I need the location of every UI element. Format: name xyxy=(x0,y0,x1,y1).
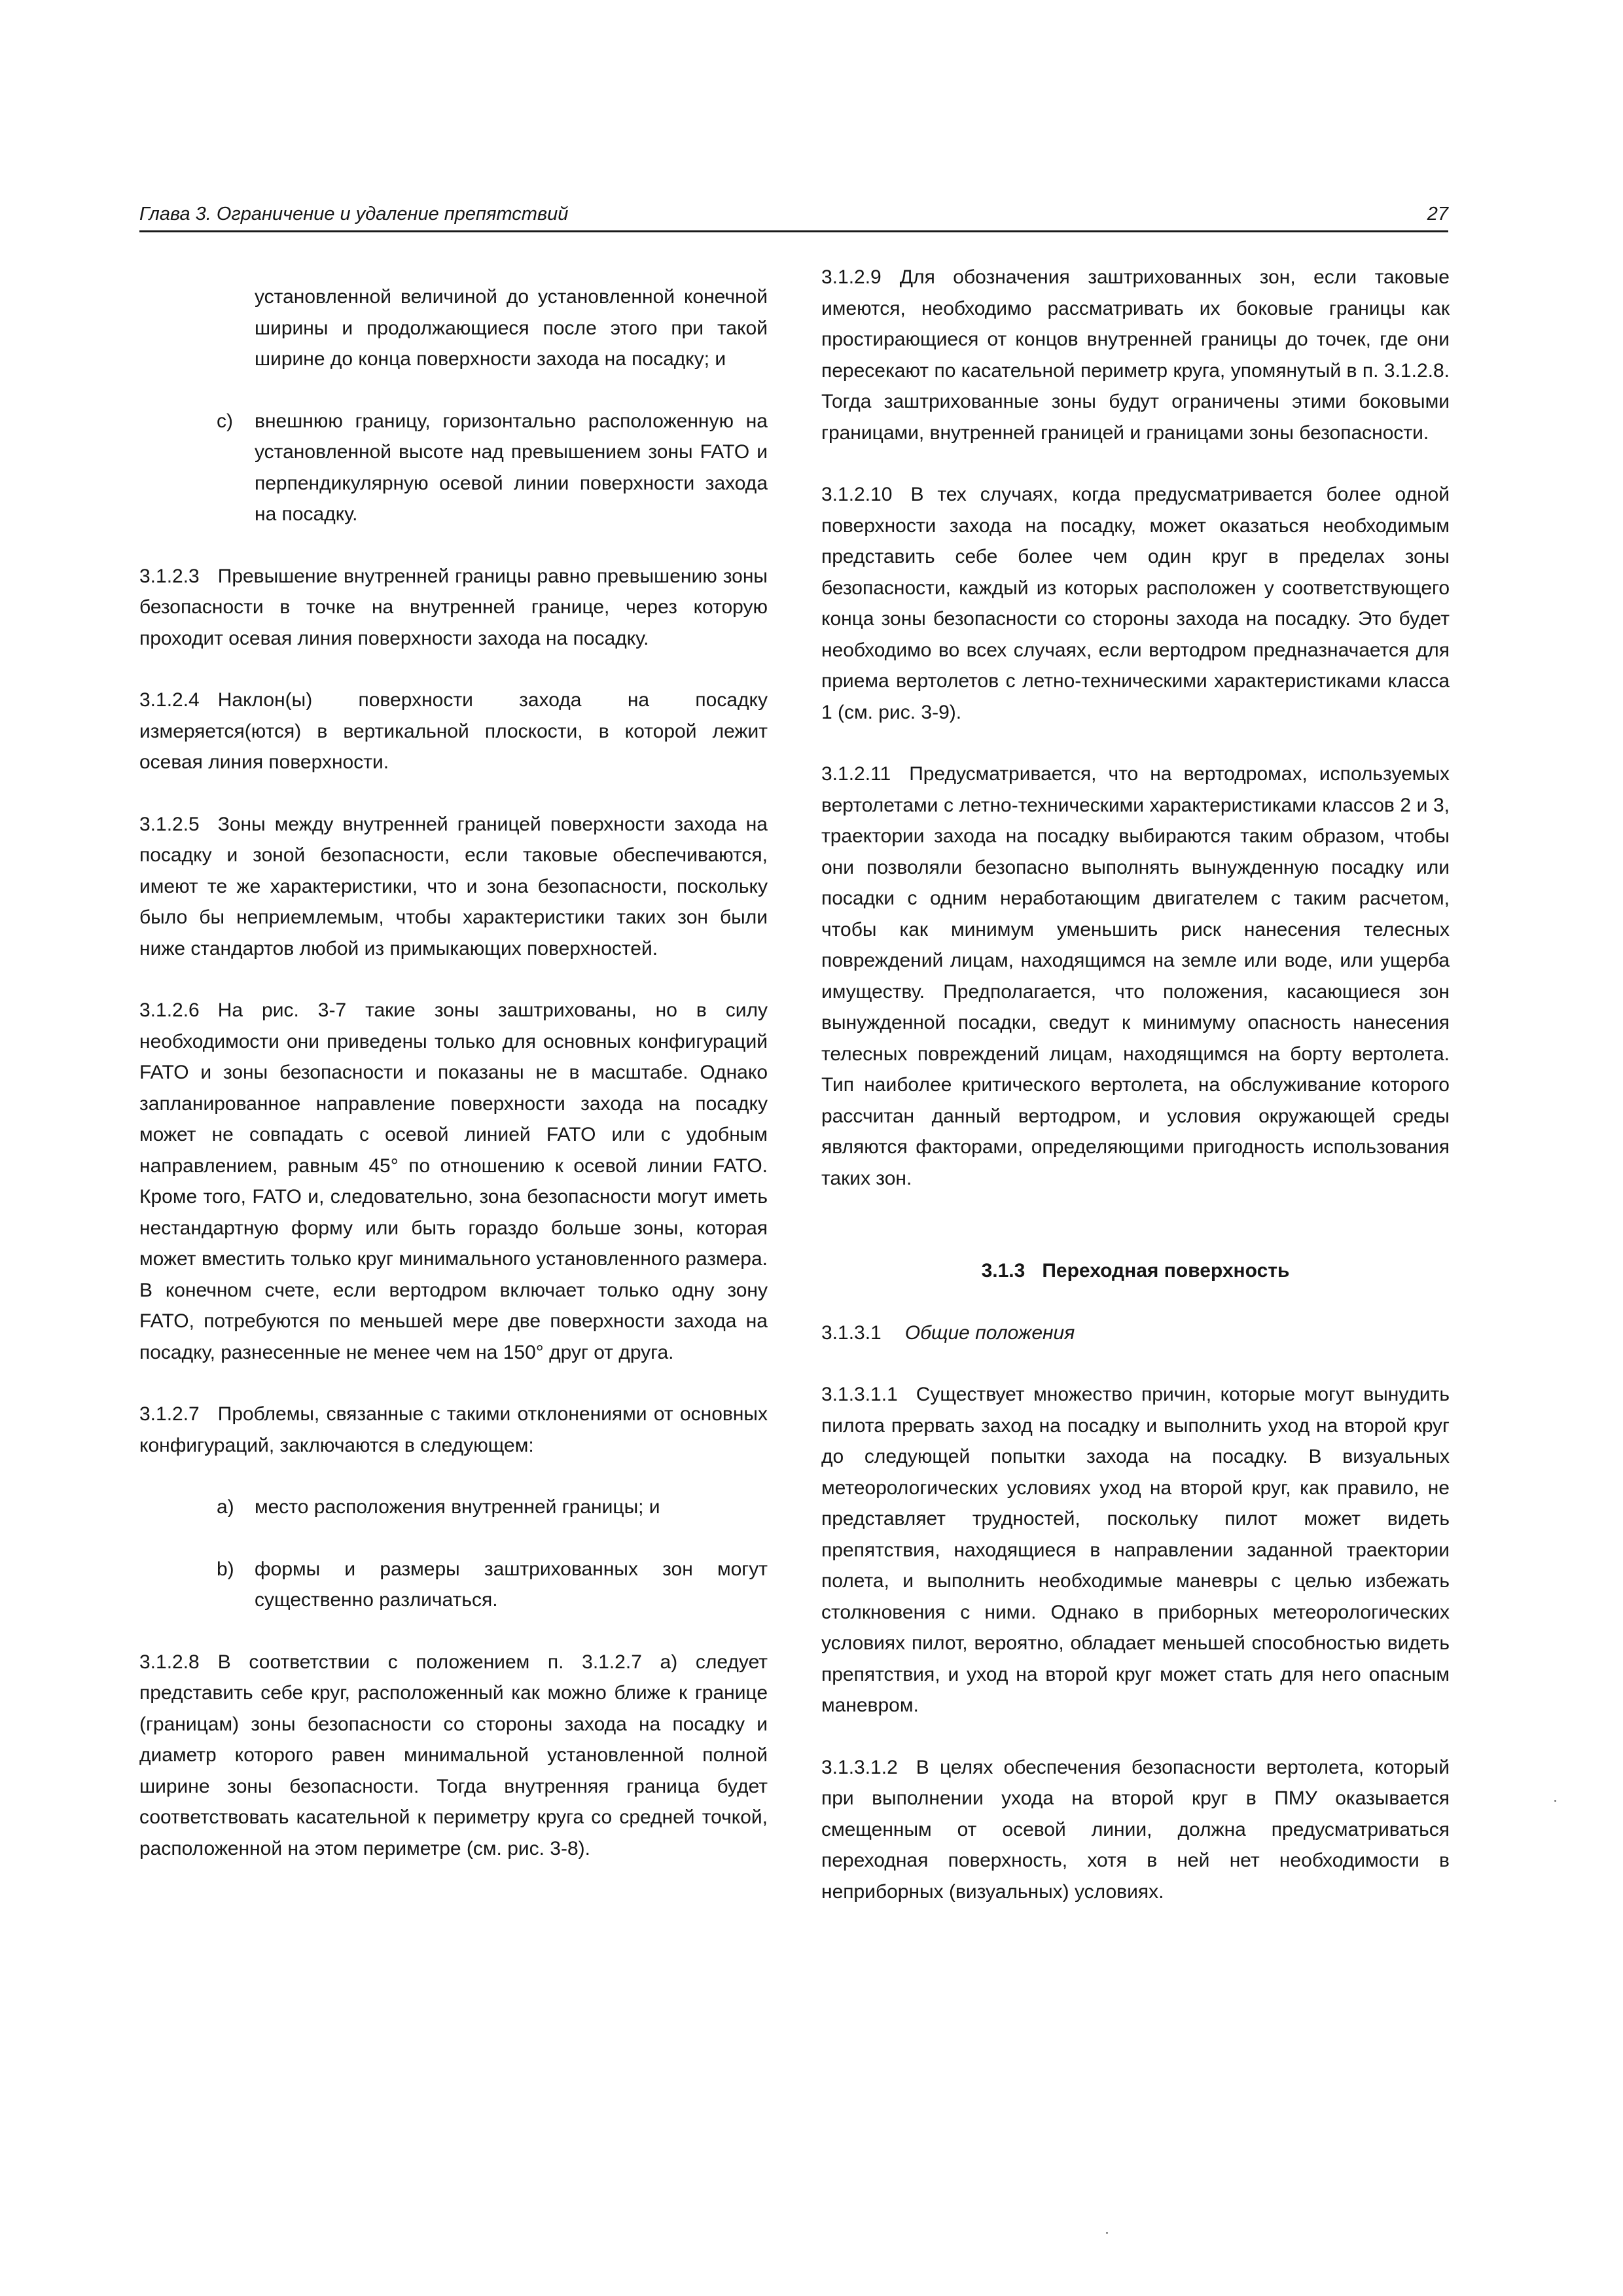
list-item-text: внешнюю границу, горизонтально расположенную на установленной высоте над превышением зоны FATO и перпендикулярную осевой линии поверхности захода на посадку. xyxy=(255,410,768,525)
paragraph-number: 3.1.3.1.1 xyxy=(821,1384,898,1405)
section-heading xyxy=(821,1225,1450,1287)
paragraph-3-1-3-1-1 xyxy=(821,1379,1450,1721)
paragraph-text: Для обозначения заштрихованных зон, если таковые имеются, необходимо рассматривать их боковые границы как простирающиеся от концов внутренней границы до точек, где они пересекают по касательной периметр круга, упомянутый в п. 3.1.2.8. Тогда заштрихованные зоны будут ограничены этими боковыми границами, внутренней границей и границами зоны безопасности. xyxy=(821,266,1450,444)
paragraph-number: 3.1.2.6 xyxy=(139,999,200,1021)
paragraph-number: 3.1.3.1.2 xyxy=(821,1756,898,1778)
paragraph-3-1-3-1-2 xyxy=(821,1752,1450,1908)
paragraph-text: В соответствии с положением п. 3.1.2.7 а) следует представить себе круг, расположенный как можно ближе к границе (границам) зоны безопасности со стороны захода на посадку и диаметр которого равен минимальной установленной полной ширине зоны безопасности. Тогда внутренняя граница будет соответствовать касательной к периметру круга со средней точкой, расположенной на этом периметре (см. рис. 3-8). xyxy=(139,1651,768,1859)
scan-speck xyxy=(1554,1800,1556,1802)
list-item-a xyxy=(217,1492,768,1523)
page-number: 27 xyxy=(1427,204,1448,224)
paragraph-number: 3.1.2.5 xyxy=(139,813,200,835)
paragraph-text: Наклон(ы) поверхности захода на посадку измеряется(ются) в вертикальной плоскости, в которой лежит осевая линия поверхности. xyxy=(139,689,768,773)
scan-speck xyxy=(1106,2232,1108,2234)
paragraph-text: В целях обеспечения безопасности вертолета, который при выполнении ухода на второй круг в ПМУ оказывается смещенным от осевой линии, должна предусматриваться переходная поверхность, хотя в ней нет необходимости в неприборных (визуальных) условиях. xyxy=(821,1756,1450,1903)
paragraph-3-1-2-10 xyxy=(821,479,1450,728)
paragraph-3-1-2-5 xyxy=(139,809,768,965)
paragraph-text: В тех случаях, когда предусматривается более одной поверхности захода на посадку, может оказаться необходимым представить себе более чем один круг в пределах зоны безопасности, каждый из которых расположен у соответствующего конца зоны безопасности со стороны захода на посадку. Это будет необходимо во всех случаях, если вертодром предназначается для приема вертолетов с летно-техническими характеристиками класса 1 (см. рис. 3-9). xyxy=(821,484,1450,723)
list-marker: b) xyxy=(217,1558,234,1580)
left-column xyxy=(139,262,768,1895)
list-item-text: место расположения внутренней границы; и xyxy=(255,1496,660,1518)
paragraph-text: Превышение внутренней границы равно превышению зоны безопасности в точке на внутренней границе, через которую проходит осевая линия поверхности захода на посадку. xyxy=(139,565,768,649)
paragraph-3-1-2-11 xyxy=(821,759,1450,1194)
paragraph-3-1-2-7 xyxy=(139,1399,768,1461)
paragraph-number: 3.1.2.9 xyxy=(821,266,882,288)
paragraph-text: Предусматривается, что на вертодромах, используемых вертолетами с летно-техническими характеристиками классов 2 и 3, траектории захода на посадку выбираются таким образом, чтобы они позволяли безопасно выполнять вынужденную посадку или посадки с одним неработающим двигателем с таким расчетом, чтобы как минимум уменьшить риск нанесения телесных повреждений лицам, находящимся на земле или воде, или ущерба имуществу. Предполагается, что положения, касающиеся зон вынужденной посадки, сведут к минимуму опасность нанесения телесных повреждений лицам, находящимся на борту вертолета. Тип наиболее критического вертолета, на обслуживание которого рассчитан данный вертодром, и условия окружающей среды являются факторами, определяющими пригодность использования таких зон. xyxy=(821,763,1450,1189)
list-item-b xyxy=(217,1554,768,1616)
paragraph-text: На рис. 3-7 такие зоны заштрихованы, но в силу необходимости они приведены только для основных конфигураций FATO и зоны безопасности и показаны не в масштабе. Однако запланированное направление поверхности захода на посадку может не совпадать с осевой линией FATO или с удобным направлением, равным 45° по отношению к осевой линии FATO. Кроме того, FATO и, следовательно, зона безопасности могут иметь нестандартную форму или быть гораздо больше зоны, которая может вместить только круг минимального установленного размера. В конечном счете, если вертодром включает только одну зону FATO, потребуются по меньшей мере две поверхности захода на посадку, разнесенные не менее чем на 150° друг от друга. xyxy=(139,999,768,1363)
list-item-c xyxy=(217,406,768,530)
paragraph-3-1-2-9 xyxy=(821,262,1450,448)
list-marker: a) xyxy=(217,1496,234,1518)
list-item-continuation: установленной величиной до установленной конечной ширины и продолжающиеся после этого при такой ширине до конца поверхности захода на посадку; и xyxy=(255,286,768,370)
paragraph-text: Зоны между внутренней границей поверхности захода на посадку и зоной безопасности, если таковые обеспечиваются, имеют те же характеристики, что и зона безопасности, поскольку было бы неприемлемым, чтобы характеристики таких зон были ниже стандартов любой из примыкающих поверхностей. xyxy=(139,813,768,960)
paragraph-number: 3.1.2.10 xyxy=(821,484,893,505)
section-number: 3.1.3 xyxy=(981,1260,1026,1282)
paragraph-number: 3.1.2.7 xyxy=(139,1403,200,1425)
list-marker: c) xyxy=(217,410,233,432)
running-header xyxy=(139,196,1448,232)
paragraph-3-1-2-4 xyxy=(139,685,768,778)
paragraph-number: 3.1.2.4 xyxy=(139,689,200,711)
paragraph-text: Проблемы, связанные с такими отклонениями от основных конфигураций, заключаются в следующем: xyxy=(139,1403,768,1456)
paragraph-text: Существует множество причин, которые могут вынудить пилота прервать заход на посадку и выполнить уход на второй круг до следующей попытки захода на посадку. В визуальных метеорологических условиях уход на второй круг, как правило, не представляет трудностей, поскольку пилот может видеть препятствия, находящиеся в направлении заданной траектории полета, и выполнить необходимые маневры с целью избежать столкновения с ними. Однако в приборных метеорологических условиях пилот, вероятно, обладает меньшей способностью видеть препятствия, и уход на второй круг может стать для него опасным маневром. xyxy=(821,1384,1450,1716)
paragraph-3-1-2-8 xyxy=(139,1647,768,1865)
paragraph-3-1-2-6 xyxy=(139,995,768,1368)
section-title: Переходная поверхность xyxy=(1042,1260,1290,1282)
paragraph-number: 3.1.2.3 xyxy=(139,565,200,587)
paragraph-3-1-2-3 xyxy=(139,561,768,655)
subsection-number: 3.1.3.1 xyxy=(821,1321,882,1344)
right-column xyxy=(821,262,1450,1938)
subsection-heading xyxy=(821,1318,1450,1349)
paragraph-number: 3.1.2.8 xyxy=(139,1651,200,1673)
paragraph-number: 3.1.2.11 xyxy=(821,763,891,785)
subsection-title: Общие положения xyxy=(904,1321,1075,1344)
chapter-title: Глава 3. Ограничение и удаление препятствий xyxy=(139,204,569,224)
list-item-text: формы и размеры заштрихованных зон могут существенно различаться. xyxy=(255,1558,768,1611)
